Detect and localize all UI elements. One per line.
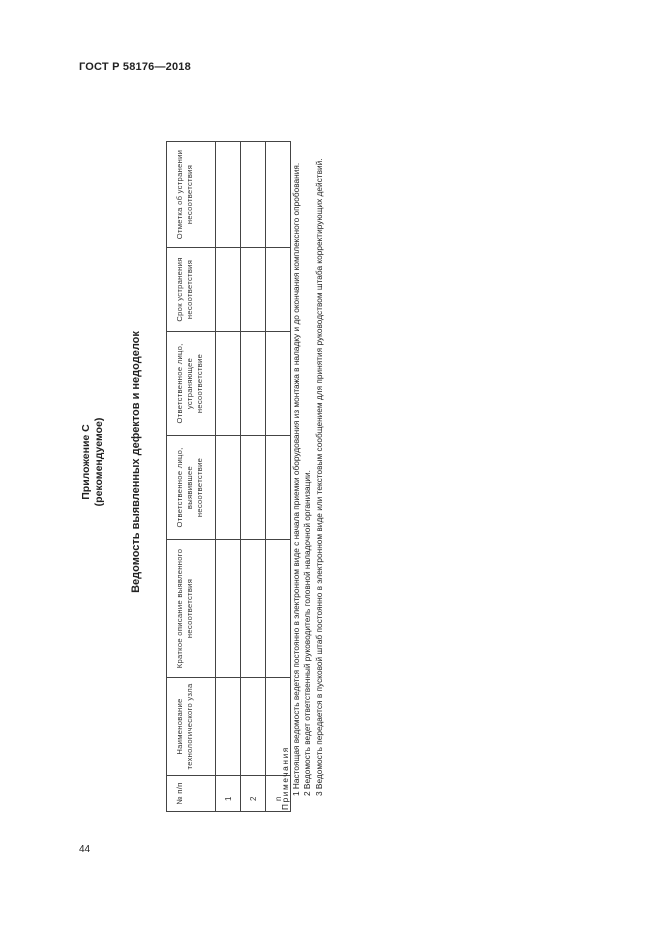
table-cell: [216, 678, 241, 776]
table-cell: [241, 540, 266, 678]
notes-block: [280, 102, 325, 822]
page-number: 44: [79, 844, 91, 855]
table-cell: [241, 436, 266, 540]
column-header-deadline: Срок устранения несоответствия: [167, 248, 216, 332]
appendix-subtitle: (рекомендуемое): [93, 417, 105, 507]
rotated-page-content: [70, 92, 390, 832]
column-header-node: Наименование технологического узла: [167, 678, 216, 776]
table-cell: [216, 332, 241, 436]
table-row: [216, 142, 241, 812]
row-number: 2: [241, 776, 266, 812]
table-row: [241, 142, 266, 812]
table-cell: [241, 332, 266, 436]
column-header-fixed-by: Ответственное лицо, устраняющее несоответствие: [167, 332, 216, 436]
table-cell: [241, 248, 266, 332]
appendix-heading: [80, 92, 106, 832]
column-header-fix-mark: Отметка об устранении несоответствия: [167, 142, 216, 248]
column-header-number: № п/п: [167, 776, 216, 812]
table-header-row: [167, 142, 216, 812]
document-header: ГОСТ Р 58176—2018: [79, 61, 191, 73]
table-cell: [241, 678, 266, 776]
note-item-2: 2 Ведомость ведет ответственный руководитель головной наладочной организации.: [302, 470, 313, 796]
appendix-title: Приложение С: [80, 424, 92, 500]
column-header-description: Краткое описание выявленного несоответствия: [167, 540, 216, 678]
table-cell: [241, 142, 266, 248]
table-cell: [216, 540, 241, 678]
table-cell: [216, 142, 241, 248]
note-item-3: 3 Ведомость передается в пусковой штаб постоянно в электронном виде или текстовым сообщением для принятия руководством штаба корректирующих действий.: [313, 158, 324, 796]
column-header-detected-by: Ответственное лицо, выявившее несоответствие: [167, 436, 216, 540]
table-cell: [216, 436, 241, 540]
notes-heading: Примечания: [280, 746, 290, 810]
document-title: Ведомость выявленных дефектов и недоделок: [130, 331, 142, 593]
note-item-1: 1 Настоящая ведомость ведется постоянно в электронном виде с начала приемки оборудования из монтажа в наладку и до окончания комплексного опробования.: [291, 162, 302, 796]
row-number: n: [266, 776, 291, 812]
row-number: 1: [216, 776, 241, 812]
defects-table: [166, 141, 291, 812]
table-cell: [216, 248, 241, 332]
